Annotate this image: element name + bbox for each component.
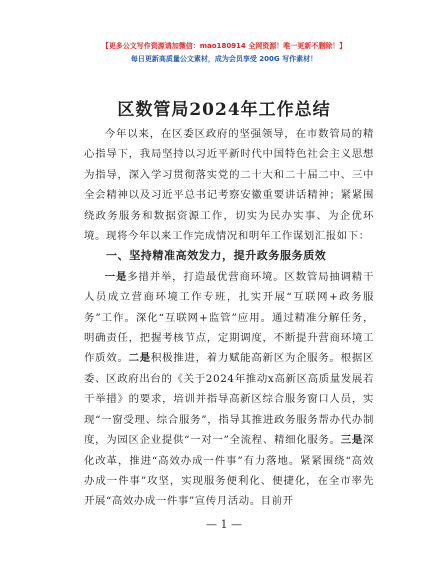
promo-line-2: 每日更新高质量公文素材，成为会员享受 200G 写作素材！ xyxy=(130,55,318,63)
paragraph-1-lead: 一是 xyxy=(104,270,128,283)
paragraph-1-text: 多措并举，打造最优营商环境。区数管局抽调精干人员成立营商环境工作专班，扎实开展“互联网+政务服务”工作。深化“互联网+监管”应用。通过精准分解任务，明确责任，把握考核节点，定期调度，不断提升营商环境工作质效。 xyxy=(84,270,374,365)
paragraph-3-text: 深化改革，推进“高效办成一件事”有力落地。紧紧围绕“高效办成一件事”攻坚，实现服务便利化、便捷化，在全市率先开展“高效办成一件事”宣传月活动。目前开 xyxy=(84,434,374,508)
paragraph-3-lead: 三是 xyxy=(340,434,363,447)
document-body xyxy=(84,124,374,512)
paragraph-2-lead: 二是 xyxy=(128,352,151,365)
promo-banner xyxy=(0,40,448,66)
paragraph-1 xyxy=(84,267,374,512)
intro-paragraph: 今年以来，在区委区政府的坚强领导，在市数管局的精心指导下，我局坚持以习近平新时代中国特色社会主义思想为指导，深入学习贯彻落实党的二十大和二十届二中、三中全会精神以及习近平总书记考察安徽重要讲话精神；紧紧围绕政务服务和数据资源工作，切实为民办实事、为企优环境。现将今年以来工作完成情况和明年工作谋划汇报如下： xyxy=(84,128,374,243)
page-number: — 1 — xyxy=(206,518,242,531)
document-title: 区数管局2024年工作总结 xyxy=(117,100,331,120)
promo-line-1: 【更多公文写作资源请加微信：mao180914 全网资源！唯一更新不删除！】 xyxy=(101,42,347,50)
section-1-heading: 一、坚持精准高效发力，提升政务服务质效 xyxy=(106,249,327,263)
paragraph-2-text: 积极推进，着力赋能高新区为企服务。根据区委、区政府出台的《关于2024年推动x高新区高质量发展若干举措》的要求，培训并指导高新区综合服务窗口人员，实现“一窗受理、综合服务”，指导其推进政务服务帮办代办制度，为园区企业提供“一对一”全流程、精细化服务。 xyxy=(84,352,374,447)
